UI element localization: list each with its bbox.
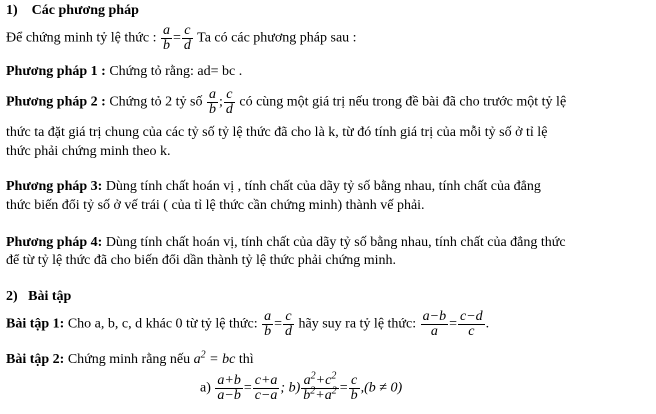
section-number: 1) — [6, 3, 18, 18]
frac-num: c — [349, 374, 360, 389]
frac-den: a — [430, 324, 438, 339]
frac-num: c — [224, 88, 235, 103]
frac-num: c+a — [254, 373, 278, 388]
method-2 — [6, 88, 566, 117]
frac-num: a — [162, 23, 170, 38]
frac-num: a — [264, 309, 272, 324]
fraction-apb-amb — [215, 374, 242, 403]
section-title: Bài tập — [28, 289, 72, 304]
method-4-line-2: để từ tỷ lệ thức đã cho biến đổi dần thành tỷ lệ thức phải chứng minh. — [6, 253, 396, 268]
exercise-text-mid: hãy suy ra tỷ lệ thức: — [298, 316, 417, 332]
period: . — [485, 316, 490, 332]
exercise-2-parts: a) $\frac{a+b}{a-b}$ = $\frac{c+a}{c-a}$ ; b) $\frac{a^2+c^2}{b^2+a^2}$ = $\frac{c}{b}$ ,(b ≠ 0) — [200, 370, 403, 403]
frac-den: d — [183, 38, 191, 53]
frac-den: b — [350, 388, 358, 403]
frac-num: a−b — [422, 309, 447, 324]
method-text: Dùng tính chất hoán vị, tính chất của dãy tỷ số bằng nhau, tính chất của đẳng thức — [105, 235, 566, 250]
equals: = — [172, 30, 181, 46]
method-3-line-2: thức biến đổi tỷ số ở vế trái ( của tỉ lệ thức cần chứng minh) thành vế phải. — [6, 198, 425, 213]
method-4 — [6, 234, 566, 251]
fraction-squares — [301, 370, 338, 403]
fraction-a-b — [207, 88, 218, 117]
frac-num: a — [208, 87, 216, 102]
fraction-a-b — [262, 310, 273, 339]
frac-den: $b^2+a^2$ — [303, 385, 337, 403]
exercise-label: Bài tập 1: — [6, 316, 65, 332]
exercise-1: Bài tập 1: Cho a, b, c, d khác 0 từ tỷ lệ thức: $\frac{a}{b}$ = $\frac{c}{d}$ hãy suy ra tỷ lệ thức: $\frac{a-b}{a}$ = $\frac{c-d}{c}$ . — [6, 309, 490, 339]
section-1-heading — [6, 2, 139, 19]
fraction-a-b — [161, 24, 172, 53]
fraction-c-d — [182, 24, 193, 53]
frac-den: b — [162, 38, 170, 53]
method-text: Chứng tỏ 2 tỷ số — [109, 94, 203, 110]
frac-den: c−a — [254, 388, 278, 403]
frac-den: c — [468, 324, 475, 339]
method-2-line-2: thức ta đặt giá trị chung của các tỷ số tỷ lệ thức đã cho là k, từ đó tính giá trị của mỗi tỷ số ở tỉ lệ — [6, 125, 548, 140]
frac-num: $a^2+c^2$ — [301, 374, 338, 389]
frac-den: d — [225, 102, 233, 117]
condition-tail: ,(b ≠ 0) — [360, 380, 403, 396]
method-text-cont: có cùng một giá trị nếu trong đề bài đã cho trước một tỷ lệ — [239, 94, 567, 110]
cond-rest: = bc — [205, 352, 236, 367]
method-2-line-3: thức phải chứng minh theo k. — [6, 144, 171, 159]
frac-num: a+b — [217, 373, 241, 388]
method-label: Phương pháp 3: — [6, 179, 103, 194]
fraction-c-b — [349, 374, 360, 403]
exercise-text-tail: thì — [238, 352, 254, 367]
fraction-amb-a — [421, 310, 448, 339]
frac-num: c — [283, 310, 294, 325]
method-label: Phương pháp 1 : — [6, 64, 106, 79]
method-label: Phương pháp 2 : — [6, 94, 106, 110]
frac-num: c — [182, 24, 193, 39]
section-title: Các phương pháp — [31, 3, 139, 18]
part-a-label: a) — [200, 380, 211, 396]
fraction-cpa-cma — [253, 374, 280, 403]
fraction-c-d — [224, 88, 235, 117]
section-2-heading — [6, 288, 71, 305]
method-3 — [6, 178, 541, 195]
frac-den: d — [285, 324, 292, 339]
method-text: Dùng tính chất hoán vị , tính chất của dãy tỷ số bằng nhau, tính chất của đẳng — [105, 179, 541, 194]
exercise-label: Bài tập 2: — [6, 352, 65, 367]
section-number: 2) — [6, 289, 18, 304]
frac-den: b — [264, 324, 272, 339]
separator: ; — [218, 94, 223, 110]
fraction-cmd-c — [458, 310, 485, 339]
frac-den: b — [208, 102, 216, 117]
method-1 — [6, 63, 242, 80]
exercise-text: Cho a, b, c, d khác 0 từ tỷ lệ thức: — [67, 316, 258, 332]
fraction-c-d — [283, 310, 294, 339]
intro-tail: Ta có các phương pháp sau : — [197, 30, 357, 46]
frac-den: a−b — [217, 388, 241, 403]
method-text: Chứng tỏ rằng: ad= bc . — [109, 64, 243, 79]
part-b-label: ; b) — [280, 380, 301, 396]
condition: $a^2$ = bc — [193, 349, 236, 367]
cond-base: a — [193, 352, 201, 367]
exercise-text: Chứng minh rằng nếu — [67, 352, 191, 367]
frac-num: c−d — [459, 309, 483, 324]
method-label: Phương pháp 4: — [6, 235, 103, 250]
intro-line — [6, 24, 357, 53]
exercise-2 — [6, 351, 254, 368]
intro-text: Để chứng minh tỷ lệ thức : — [6, 30, 157, 46]
